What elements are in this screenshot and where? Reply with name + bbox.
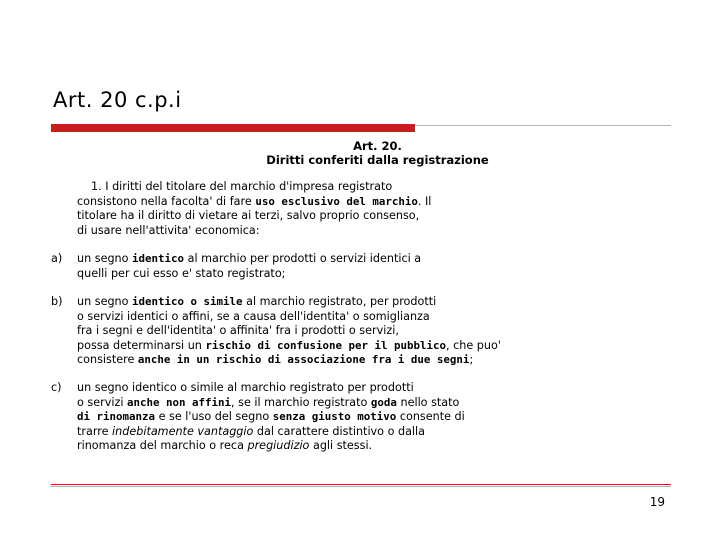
item-bold-text: anche in un rischio di associazione fra i due segni bbox=[137, 353, 470, 366]
item-bold-text: di rinomanza bbox=[77, 410, 156, 423]
item-line: quelli per cui esso e' stato registrato; bbox=[77, 266, 286, 280]
intro-line: titolare ha il diritto di vietare ai terzi, salvo proprio consenso, bbox=[77, 209, 420, 222]
item-text: , che puo' bbox=[445, 338, 501, 352]
footer-divider-line bbox=[51, 486, 671, 487]
item-bold-text: identico o simile bbox=[132, 295, 243, 308]
item-text: un segno bbox=[77, 252, 133, 265]
article-heading bbox=[250, 139, 505, 167]
item-text: nello stato bbox=[396, 395, 460, 409]
item-text: agli stessi. bbox=[309, 439, 373, 452]
item-text: e se l'uso del segno bbox=[155, 410, 273, 423]
item-line: o servizi identici o affini, se a causa dell'identita' o somiglianza bbox=[77, 309, 430, 323]
item-italic-text: pregiudizio bbox=[247, 439, 310, 452]
item-text: o servizi bbox=[77, 395, 127, 409]
item-bold-text: rischio di confusione per il pubblico bbox=[205, 338, 446, 352]
item-bold-text: identico bbox=[132, 252, 185, 265]
item-text: , se il marchio registrato bbox=[231, 395, 371, 409]
item-line bbox=[77, 339, 537, 354]
article-number: Art. 20. bbox=[353, 139, 402, 153]
article-subtitle: Diritti conferiti dalla registrazione bbox=[266, 153, 489, 167]
intro-bold-text: uso esclusivo del marchio bbox=[255, 194, 418, 208]
item-line bbox=[77, 425, 537, 440]
intro-line: 1. I diritti del titolare del marchio d'impresa registrato bbox=[91, 180, 393, 193]
item-text: dal carattere distintivo o dalla bbox=[253, 424, 426, 438]
item-line bbox=[77, 353, 537, 368]
item-line: fra i segni e dell'identita' o affinita' fra i prodotti o servizi, bbox=[77, 324, 399, 337]
list-marker: c) bbox=[51, 381, 62, 394]
intro-paragraph bbox=[77, 180, 497, 238]
item-text: rinomanza del marchio o reca bbox=[77, 439, 248, 452]
item-line bbox=[77, 439, 537, 454]
item-bold-text: anche non affini bbox=[126, 395, 231, 409]
item-text: ; bbox=[469, 353, 474, 366]
intro-text: . Il bbox=[417, 194, 432, 208]
intro-line bbox=[77, 195, 497, 210]
item-text: al marchio per prodotti o servizi identici a bbox=[184, 252, 422, 265]
list-item-body bbox=[77, 295, 537, 368]
item-italic-text: indebitamente vantaggio bbox=[112, 424, 254, 438]
item-text: trarre bbox=[77, 424, 113, 438]
item-text: al marchio registrato, per prodotti bbox=[242, 295, 437, 308]
item-line bbox=[77, 295, 537, 310]
intro-text: consistono nella facolta' di fare bbox=[77, 194, 256, 208]
item-text: possa determinarsi un bbox=[77, 338, 206, 352]
item-bold-text: senza giusto motivo bbox=[272, 410, 397, 423]
list-item-body bbox=[77, 381, 537, 454]
item-text: consente di bbox=[396, 410, 465, 423]
item-line bbox=[77, 252, 537, 267]
item-line: un segno identico o simile al marchio registrato per prodotti bbox=[77, 381, 414, 394]
item-text: un segno bbox=[77, 295, 133, 308]
item-line bbox=[77, 396, 537, 411]
footer-accent-line bbox=[51, 484, 671, 485]
list-item-body bbox=[77, 252, 537, 281]
page-number: 19 bbox=[649, 495, 665, 509]
slide-title: Art. 20 c.p.i bbox=[53, 88, 182, 112]
list-marker: b) bbox=[51, 295, 63, 308]
list-marker: a) bbox=[51, 252, 63, 265]
item-text: consistere bbox=[77, 353, 138, 366]
title-accent-bar bbox=[51, 124, 415, 132]
intro-line: di usare nell'attivita' economica: bbox=[77, 223, 260, 237]
item-bold-text: goda bbox=[370, 395, 397, 409]
item-line bbox=[77, 410, 537, 425]
